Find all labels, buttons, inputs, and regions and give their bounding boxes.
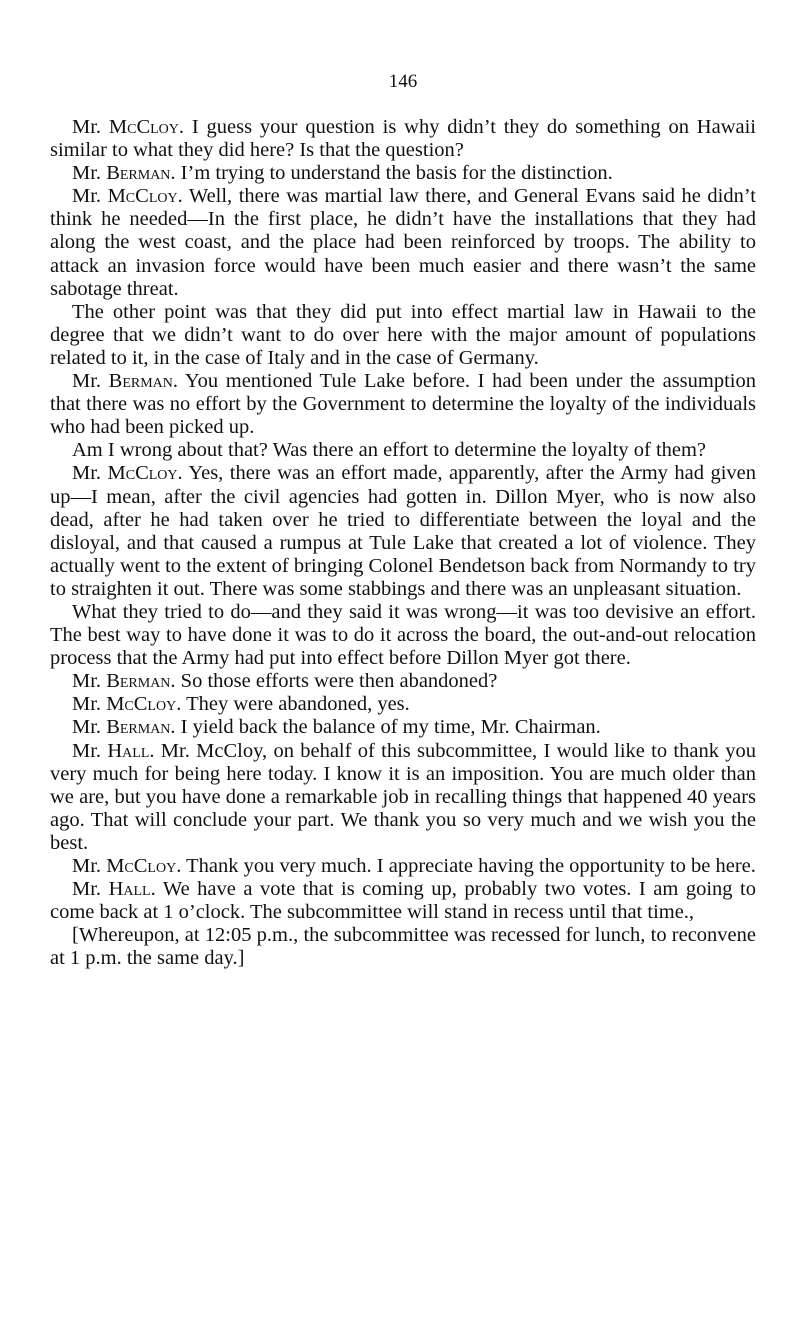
speaker-honorific: Mr. [72,693,107,716]
speaker-name: Hall. [107,739,155,762]
speaker-name: Berman. [106,670,176,693]
paragraph-text: What they tried to do—and they said it was wrong—it was too devisive an effort. The best way to have done it was to do it across the board, the out-and-out relocation process that the Army had put into effect before Dillon Myer got there. [50,600,756,670]
paragraph-text: I guess your question is why didn’t they do something on Hawaii similar to what they did here? Is that the question? [50,116,756,162]
speaker-name: McCloy. [108,116,185,138]
page-number: 146 [388,71,418,92]
paragraph [50,462,756,601]
paragraph [50,924,756,970]
paragraph-text: [Whereupon, at 12:05 p.m., the subcommittee was recessed for lunch, to reconvene at 1 p.m. the same day.] [50,924,756,970]
paragraph [50,740,756,855]
paragraph [50,670,756,693]
speaker-honorific: Mr. [72,185,108,208]
paragraph [50,716,756,739]
paragraph [50,878,756,924]
paragraph [50,855,756,878]
speaker-name: McCloy. [107,462,183,485]
paragraph [50,185,756,300]
speaker-name: McCloy. [106,855,182,877]
speaker-name: Berman. [108,370,179,393]
speaker-honorific: Mr. [72,716,107,739]
speaker-name: McCloy. [106,693,182,716]
paragraph-text: Thank you very much. I appreciate having the opportunity to be here. [181,855,756,877]
paragraph [50,162,756,185]
paragraph [50,439,756,462]
paragraph-text: I yield back the balance of my time, Mr. Chairman. [175,716,601,739]
paragraph-text: I’m trying to understand the basis for the distinction. [175,162,613,185]
speaker-honorific: Mr. [72,739,108,762]
paragraph-text: They were abandoned, yes. [181,693,410,716]
paragraph [50,693,756,716]
paragraph-text: Mr. McCloy, on behalf of this subcommittee, I would like to thank you very much for being here today. I know it is an imposition. You are much older than we are, but you have done a remarkable job in recalling things that happened 40 years ago. That will conclude your part. We thank you so very much and we wish you the best. [50,739,756,854]
speaker-name: Hall. [108,878,156,901]
paragraph [50,116,756,162]
speaker-honorific: Mr. [72,855,107,877]
paragraph-text: You mentioned Tule Lake before. I had been under the assumption that there was no effort by the Government to determine the loyalty of the individuals who had been picked up. [50,370,756,439]
paragraph [50,301,756,370]
speaker-honorific: Mr. [72,116,109,138]
paragraph [50,370,756,439]
speaker-honorific: Mr. [72,162,107,185]
paragraph-text: The other point was that they did put into effect martial law in Hawaii to the degree that we didn’t want to do over here with the major amount of populations related to it, in the case of Italy and in the case of Germany. [50,300,756,369]
speaker-honorific: Mr. [72,370,109,393]
paragraph-text: Am I wrong about that? Was there an effort to determine the loyalty of them? [72,439,707,462]
document-page [50,70,756,970]
speaker-name: McCloy. [107,185,183,208]
paragraph-text: So those efforts were then abandoned? [175,670,498,693]
speaker-name: Berman. [106,162,176,185]
speaker-name: Berman. [106,716,176,739]
paragraph-text: We have a vote that is coming up, probably two votes. I am going to come back at 1 o’clock. The subcommittee will stand in recess until that time., [50,878,756,924]
paragraph-text: Well, there was martial law there, and General Evans said he didn’t think he needed—In the first place, he didn’t have the installations that they had along the west coast, and the place had been reinforced by troops. The ability to attack an invasion force would have been much easier and there wasn’t the same sabotage threat. [50,185,756,300]
paragraph [50,601,756,670]
speaker-honorific: Mr. [72,670,107,693]
speaker-honorific: Mr. [72,878,109,901]
speaker-honorific: Mr. [72,462,108,485]
paragraph-text: Yes, there was an effort made, apparently, after the Army had given up—I mean, after the civil agencies had gotten in. Dillon Myer, who is now also dead, after he had taken over he tried to differentiate between the loyal and the disloyal, and that caused a rumpus at Tule Lake that created a lot of violence. They actually went to the extent of bringing Colonel Bendetson back from Normandy to try to straighten it out. There was some stabbings and there was an unpleasant situation. [50,462,756,600]
